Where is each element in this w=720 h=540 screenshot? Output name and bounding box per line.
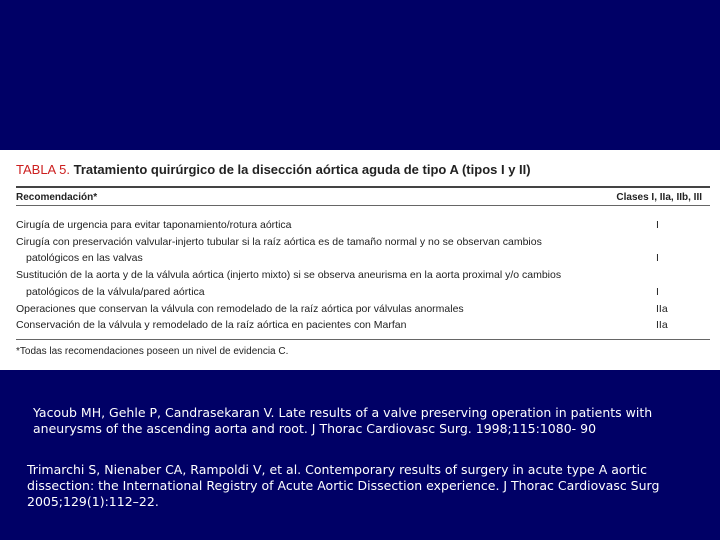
table-row-text: patológicos en las valvas (26, 252, 143, 264)
table-footnote: *Todas las recomendaciones poseen un nivel de evidencia C. (16, 346, 289, 357)
table-row-text: Cirugía de urgencia para evitar taponamiento/rotura aórtica (16, 219, 292, 231)
table-title-text: Tratamiento quirúrgico de la disección aórtica aguda de tipo A (tipos I y II) (73, 162, 531, 177)
table-row-text: patológicos de la válvula/pared aórtica (26, 286, 205, 298)
table-row-class: IIa (656, 319, 668, 331)
table-header-rule (16, 205, 710, 206)
table-row-class: IIa (656, 303, 668, 315)
reference-trimarchi: Trimarchi S, Nienaber CA, Rampoldi V, et al. Contemporary results of surgery in acute type A aortic dissection: the International Registry of Acute Aortic Dissection experience. J Thorac Cardiovasc Surg 2005;129(1):112–22. (27, 462, 660, 509)
reference-yacoub: Yacoub MH, Gehle P, Candrasekaran V. Late results of a valve preserving operation in patients with aneurysms of the ascending aorta and root. J Thorac Cardiovasc Surg. 1998;115:1080- 90 (33, 405, 653, 436)
table-bottom-rule (16, 339, 710, 340)
table-row-text: Sustitución de la aorta y de la válvula aórtica (injerto mixto) si se observa aneurisma en la aorta proximal y/o cambios (16, 269, 562, 281)
column-header-recommendation: Recomendación* (16, 192, 98, 203)
table-top-rule (16, 186, 710, 188)
table-row-text: Conservación de la válvula y remodelado de la raíz aórtica en pacientes con Marfan (16, 319, 407, 331)
table-title (16, 162, 531, 177)
table-row-class: I (656, 286, 659, 298)
column-header-class: Clases I, IIa, IIb, III (616, 192, 702, 203)
table-row-text: Operaciones que conservan la válvula con remodelado de la raíz aórtica por válvulas anormales (16, 303, 464, 315)
table-row-class: I (656, 219, 659, 231)
table-image-panel (0, 150, 720, 370)
table-number: TABLA 5. (16, 162, 70, 177)
table-row-class: I (656, 252, 659, 264)
table-row-text: Cirugía con preservación valvular-injerto tubular si la raíz aórtica es de tamaño normal y no se observan cambios (16, 236, 542, 248)
